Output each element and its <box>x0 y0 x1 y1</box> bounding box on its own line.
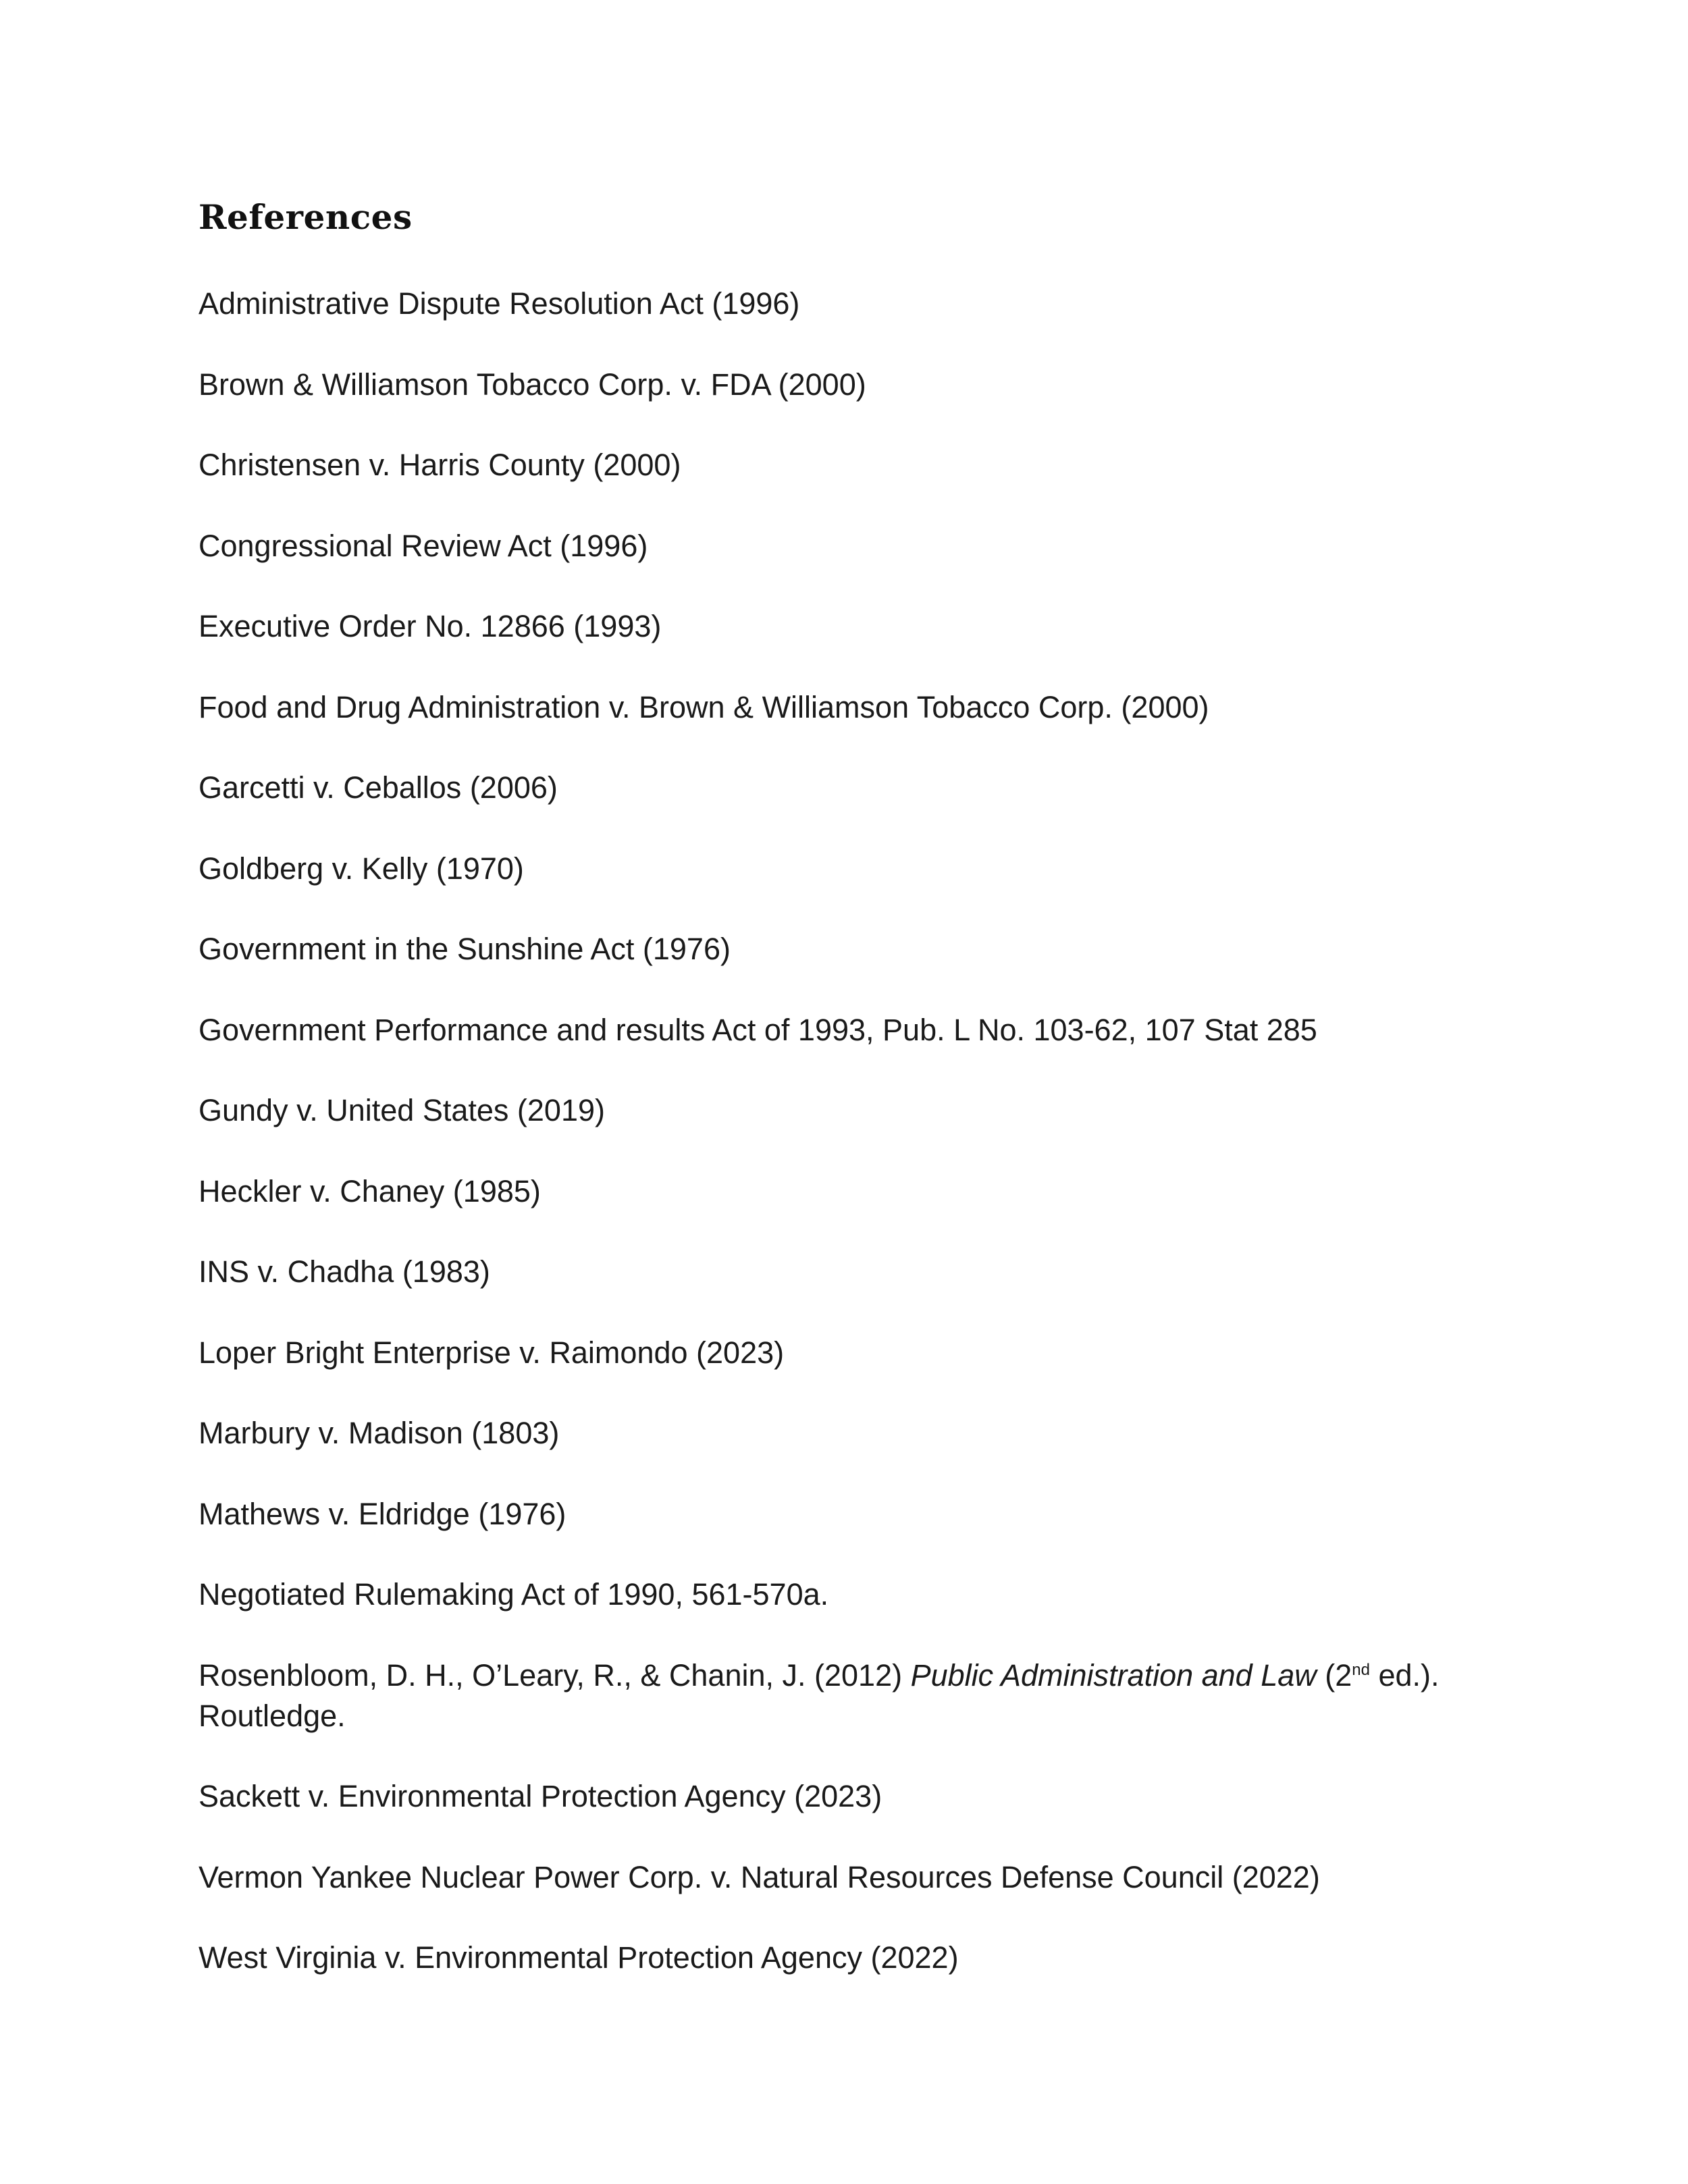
reference-item: Marbury v. Madison (1803) <box>199 1416 560 1450</box>
reference-item: Government Performance and results Act of 1993, Pub. L No. 103-62, 107 Stat 285 <box>199 1012 1317 1047</box>
reference-item: Food and Drug Administration v. Brown & Williamson Tobacco Corp. (2000) <box>199 689 1209 724</box>
reference-item: Vermon Yankee Nuclear Power Corp. v. Natural Resources Defense Council (2022) <box>199 1859 1320 1894</box>
reference-item: Gundy v. United States (2019) <box>199 1093 605 1127</box>
reference-item: Garcetti v. Ceballos (2006) <box>199 770 558 805</box>
reference-item: Goldberg v. Kelly (1970) <box>199 851 524 886</box>
reference-edition-close: ed.). Routledge. <box>199 1657 1440 1733</box>
reference-item: West Virginia v. Environmental Protection Agency (2022) <box>199 1940 959 1975</box>
reference-item-rosenbloom <box>199 1655 1522 1736</box>
reference-item: Loper Bright Enterprise v. Raimondo (2023) <box>199 1335 785 1370</box>
reference-item: Brown & Williamson Tobacco Corp. v. FDA (2000) <box>199 367 866 402</box>
reference-item: Heckler v. Chaney (1985) <box>199 1173 541 1208</box>
reference-item: Christensen v. Harris County (2000) <box>199 448 681 482</box>
reference-item: Administrative Dispute Resolution Act (1996) <box>199 286 800 321</box>
reference-item: Congressional Review Act (1996) <box>199 528 648 563</box>
reference-item: INS v. Chadha (1983) <box>199 1254 490 1289</box>
reference-edition-ordinal: nd <box>1352 1660 1370 1679</box>
reference-book-title: Public Administration and Law <box>910 1657 1317 1693</box>
reference-item: Negotiated Rulemaking Act of 1990, 561-570a. <box>199 1577 829 1612</box>
reference-list <box>199 284 1522 2019</box>
reference-edition-open: (2 <box>1316 1657 1352 1693</box>
page-title: References <box>199 197 413 237</box>
reference-item: Government in the Sunshine Act (1976) <box>199 932 731 966</box>
reference-item: Mathews v. Eldridge (1976) <box>199 1496 566 1531</box>
reference-item: Sackett v. Environmental Protection Agency (2023) <box>199 1779 882 1813</box>
reference-item: Executive Order No. 12866 (1993) <box>199 609 662 643</box>
reference-authors: Rosenbloom, D. H., O’Leary, R., & Chanin, J. (2012) <box>199 1657 911 1693</box>
